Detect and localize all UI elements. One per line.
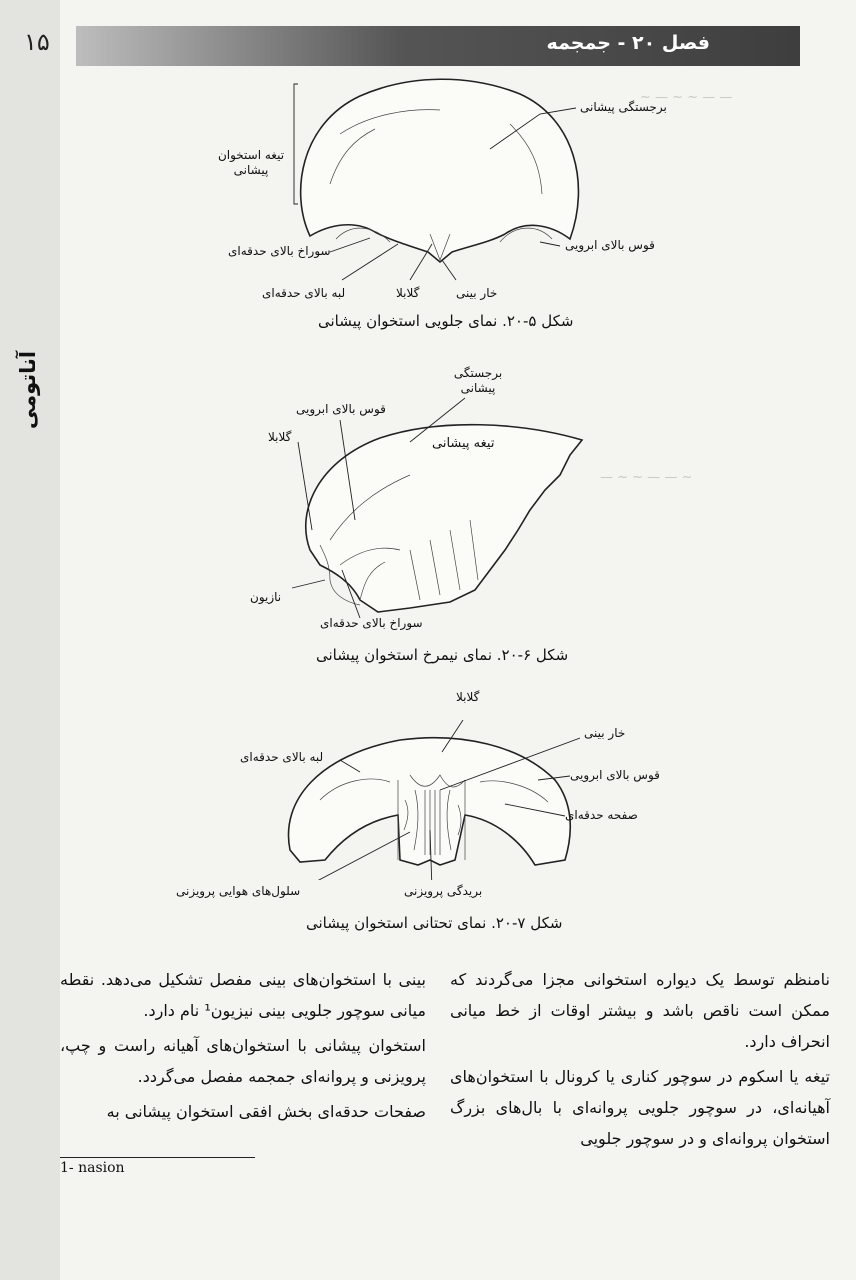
fig5-label-glabella: گلابلا	[396, 286, 420, 300]
fig7-label-ethmoid-notch: بریدگی پرویزنی	[404, 884, 483, 898]
fig5-label-nasal-spine: خار بینی	[456, 286, 498, 300]
fig6-label-nasion: نازیون	[250, 590, 282, 604]
fig5-label-frontal-eminence: برجستگی پیشانی	[580, 100, 667, 114]
fig6-label-squama: تیغه پیشانی	[432, 436, 495, 451]
fig7-label-orbital-plate: صفحه حدقه‌ای	[565, 808, 638, 822]
page-number: ۱۵	[24, 28, 50, 56]
paragraph: صفحات حدقه‌ای بخش افقی استخوان پیشانی به	[106, 1102, 426, 1121]
figure-5-caption: شکل ۵-۲۰. نمای جلویی استخوان پیشانی	[318, 312, 574, 330]
paragraph: بینی با استخوان‌های بینی مفصل تشکیل می‌دهد. نقطه میانی سوچور جلویی بینی نیزیون¹ نام دارد.	[60, 970, 426, 1020]
figure-5-front-view	[280, 74, 600, 294]
chapter-header-bar	[76, 26, 800, 66]
bleed-through-text: ~ — — ~ ~ —	[600, 470, 693, 485]
figure-7-caption: شکل ۷-۲۰. نمای تحتانی استخوان پیشانی	[306, 914, 563, 932]
paragraph: استخوان پیشانی با استخوان‌های آهیانه راست و چپ، پرویزنی و پروانه‌ای جمجمه مفصل می‌گردد.	[60, 1036, 426, 1086]
fig5-label-supraorbital-margin: لبه بالای حدقه‌ای	[262, 286, 346, 300]
bleed-through-text: — — ~ ~ — ~	[640, 90, 733, 105]
fig6-label-glabella: گلابلا	[268, 430, 292, 444]
chapter-title: فصل ۲۰ - جمجمه	[546, 32, 710, 54]
footnote: 1- nasion	[60, 1160, 125, 1176]
paragraph: تیغه یا اسکوم در سوچور کناری یا کرونال با استخوان‌های آهیانه‌ای، در سوچور جلویی پروانه‌ای با بال‌های بزرگ استخوان پروانه‌ای و در سوچور جلویی	[450, 1067, 830, 1148]
figure-6-caption: شکل ۶-۲۰. نمای نیمرخ استخوان پیشانی	[316, 646, 569, 664]
fig5-label-squama: تیغه استخوان پیشانی	[217, 148, 285, 177]
body-right-column	[450, 964, 830, 1158]
body-left-column	[60, 964, 426, 1131]
fig7-label-supraorbital-margin: لبه بالای حدقه‌ای	[240, 750, 324, 764]
fig7-label-ethmoid-air-cells: سلول‌های هوایی پرویزنی	[176, 884, 301, 898]
paragraph: نامنظم توسط یک دیواره استخوانی مجزا می‌گردند که ممکن است ناقص باشد و بیشتر اوقات از خط میانی انحراف دارد.	[450, 970, 830, 1051]
fig7-label-glabella: گلابلا	[456, 690, 480, 704]
footnote-divider	[60, 1157, 255, 1158]
fig6-label-supraorbital-foramen: سوراخ بالای حدقه‌ای	[320, 616, 423, 630]
fig7-label-superciliary-arch: قوس بالای ابرویی	[570, 768, 660, 782]
fig5-label-superciliary-arch: قوس بالای ابرویی	[565, 238, 655, 252]
fig6-label-superciliary-arch: قوس بالای ابرویی	[296, 402, 386, 416]
figure-7-inferior-view	[280, 720, 580, 880]
fig7-label-nasal-spine: خار بینی	[584, 726, 626, 740]
fig5-label-supraorbital-foramen: سوراخ بالای حدقه‌ای	[228, 244, 331, 258]
side-tab-title: آناتومی	[16, 350, 40, 430]
figure-6-lateral-view	[290, 380, 600, 630]
fig6-label-frontal-eminence: برجستگی پیشانی	[453, 366, 503, 395]
